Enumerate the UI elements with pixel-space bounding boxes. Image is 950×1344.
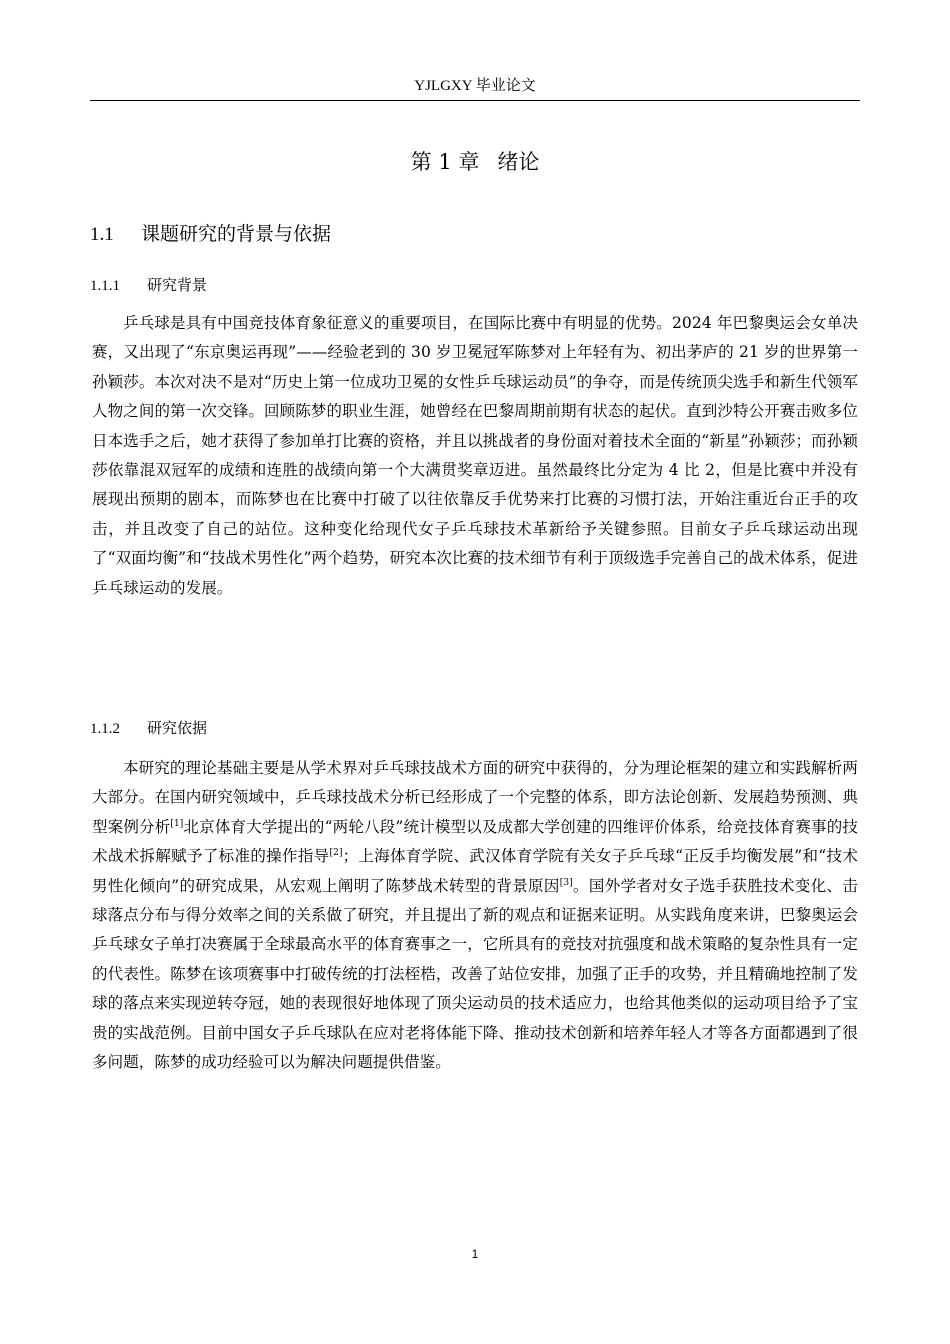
body-paragraph-background: 乒乓球是具有中国竞技体育象征意义的重要项目，在国际比赛中有明显的优势。2024 年巴黎奥运会女单决赛，又出现了“东京奥运再现”——经验老到的 30 岁卫冕冠军陈梦对上年轻有为、初出茅庐的 21 岁的世界第一孙颖莎。本次对决不是对“历史上第一位成功卫冕的女性乒乓球运动员”的争夺，而是传统顶尖选手和新生代领军人物之间的第一次交锋。回顾陈梦的职业生涯，她曾经在巴黎周期前期有状态的起伏。直到沙特公开赛击败多位日本选手之后，她才获得了参加单打比赛的资格，并且以挑战者的身份面对着技术全面的“新星”孙颖莎；而孙颖莎依靠混双冠军的成绩和连胜的战绩向第一个大满贯奖章迈进。虽然最终比分定为 4 比 2，但是比赛中并没有展现出预期的剧本，而陈梦也在比赛中打破了以往依靠反手优势来打比赛的习惯打法，开始注重近台正手的攻击，并且改变了自己的站位。这种变化给现代女子乒乓球技术革新给予关键参照。目前女子乒乓球运动出现了“双面均衡”和“技战术男性化”两个趋势，研究本次比赛的技术细节有利于顶级选手完善自己的战术体系，促进乒乓球运动的发展。: [92, 314, 858, 597]
section-number: 1.1: [90, 224, 114, 245]
chapter-title: [90, 146, 860, 178]
paragraph-text: 。国外学者对女子选手获胜技术变化、击球落点分布与得分效率之间的关系做了研究，并且提出了新的观点和证据来证明。从实践角度来讲，巴黎奥运会乒乓球女子单打决赛属于全球最高水平的体育赛事之一，它所具有的竞技对抗强度和战术策略的复杂性具有一定的代表性。陈梦在该项赛事中打破传统的打法桎梏，改善了站位安排，加强了正手的攻势，并且精确地控制了发球的落点来实现逆转夺冠，她的表现很好地体现了顶尖运动员的技术适应力，也给其他类似的运动项目给予了宝贵的实战范例。目前中国女子乒乓球队在应对老将体能下降、推动技术创新和培养年轻人才等各方面都遇到了很多问题，陈梦的成功经验可以为解决问题提供借鉴。: [92, 876, 858, 1072]
chapter-name: 绪论: [497, 150, 540, 174]
subsection-heading-background: [90, 274, 207, 297]
paragraph-text: 本研究的理论基础主要是从学术界对乒乓球技战术方面的研究中获得的，分为理论框架的建立和实践解析两大部分。在国内研究领域中，乒乓球技战术分析已经形成了一个完整的体系，即方法论创新、发展趋势预测、典型案例分析: [92, 759, 858, 836]
citation-ref: [1]: [170, 818, 184, 829]
running-header: YJLGXY 毕业论文: [414, 78, 536, 94]
paragraph-text: ；上海体育学院、武汉体育学院有关女子乒乓球“正反手均衡发展”和“技术男性化倾向”的研究成果，从宏观上阐明了陈梦战术转型的背景原因: [92, 847, 858, 895]
subsection-heading-basis: [90, 717, 207, 740]
paragraph-text: 北京体育大学提出的“两轮八段”统计模型以及成都大学创建的四维评价体系，给竞技体育赛事的技术战术拆解赋予了标准的操作指导: [92, 817, 858, 866]
subsection-number: 1.1.2: [90, 721, 120, 737]
chapter-label: 第 1 章: [410, 150, 480, 174]
section-title: 课题研究的背景与依据: [141, 223, 332, 245]
citation-ref: [2]: [329, 848, 343, 859]
section-heading: [90, 219, 331, 250]
body-paragraph-basis: [92, 754, 858, 1077]
subsection-title: 研究依据: [147, 719, 208, 737]
subsection-title: 研究背景: [147, 276, 208, 294]
citation-ref: [3]: [559, 877, 573, 888]
subsection-number: 1.1.1: [90, 278, 120, 294]
header-rule: [90, 100, 860, 101]
page-number: 1: [471, 1247, 479, 1261]
